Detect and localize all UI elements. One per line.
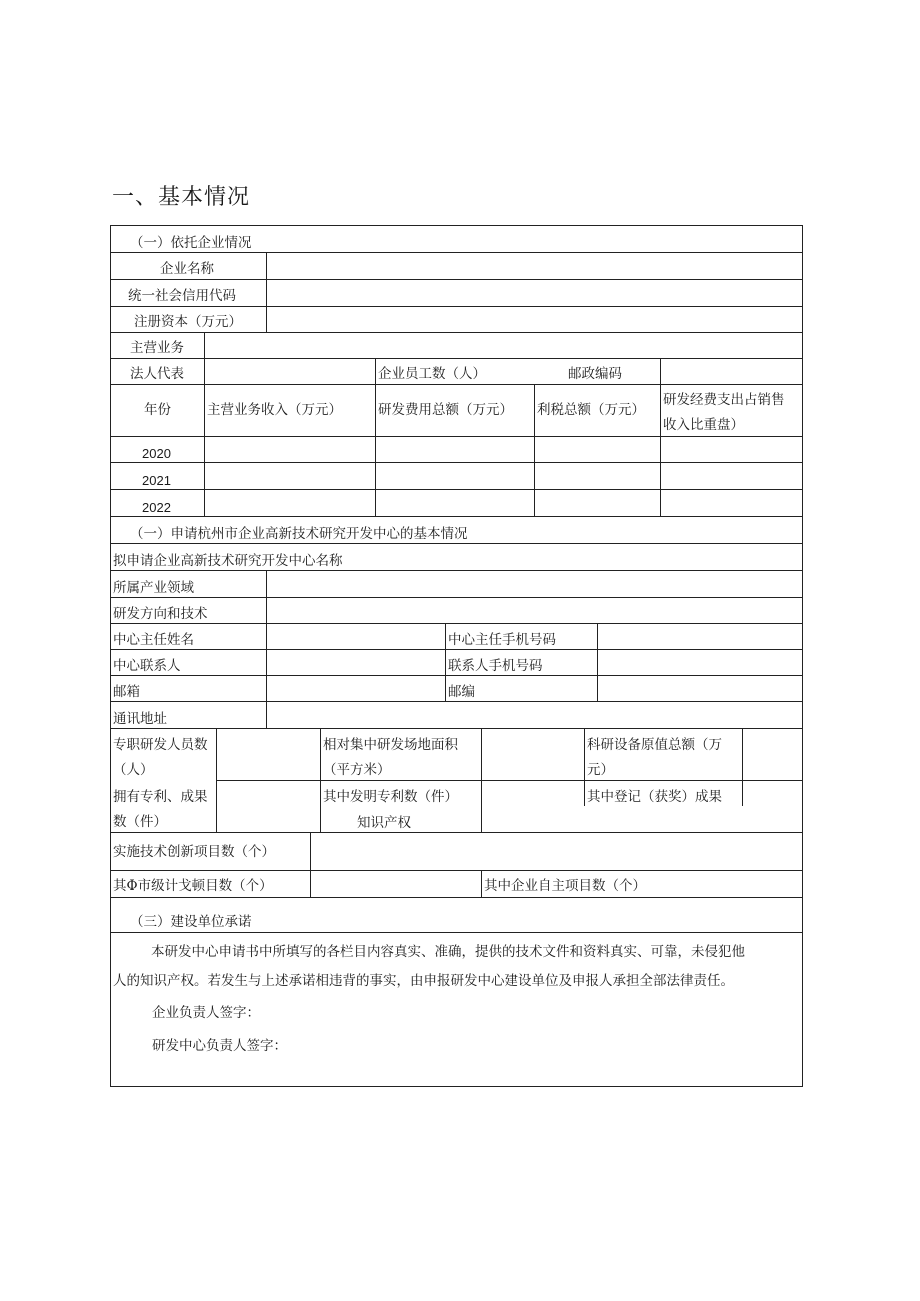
label-patents-unit: 数（件） xyxy=(113,814,167,830)
row-divider xyxy=(110,543,803,544)
patents-field[interactable] xyxy=(217,781,319,831)
center-signature-field[interactable] xyxy=(305,1033,605,1055)
label-equipment-value: 科研设备原值总额（万 xyxy=(587,737,722,753)
label-rd-direction: 研发方向和技术 xyxy=(113,606,208,622)
row-divider xyxy=(110,384,803,385)
postcode-field[interactable] xyxy=(661,359,802,383)
legal-rep-field[interactable] xyxy=(205,359,374,383)
contact-phone-field[interactable] xyxy=(598,650,802,674)
label-zip: 邮编 xyxy=(448,684,475,700)
row-divider xyxy=(110,436,803,437)
label-contact-phone: 联系人手机号码 xyxy=(448,658,543,674)
zip-field[interactable] xyxy=(598,676,802,700)
year-cell: 2020 xyxy=(142,446,171,461)
col-header-rd-expense: 研发费用总额（万元） xyxy=(378,402,513,418)
section-center-header: （一）申请杭州市企业高新技术研究开发中心的基本情况 xyxy=(130,526,468,542)
label-rd-staff: 专职研发人员数 xyxy=(113,737,208,753)
col-header-revenue: 主营业务收入（万元） xyxy=(207,402,342,418)
label-main-business: 主营业务 xyxy=(130,340,184,356)
row-divider xyxy=(110,570,803,571)
director-phone-field[interactable] xyxy=(598,624,802,648)
label-rd-area: 相对集中研发场地面积 xyxy=(323,737,458,753)
row-divider xyxy=(110,489,803,490)
col-header-profit-tax: 利税总额（万元） xyxy=(537,402,645,418)
email-field[interactable] xyxy=(267,676,444,700)
year-cell: 2021 xyxy=(142,473,171,488)
commitment-line-1: 本研发中心申请书中所填写的各栏目内容真实、准确，提供的技术文件和资料真实、可靠，未侵犯他 xyxy=(151,944,745,960)
col-header-rd-ratio: 研发经费支出占销售 xyxy=(663,392,785,408)
label-rd-staff-unit: （人） xyxy=(113,762,154,778)
label-contact: 中心联系人 xyxy=(113,658,181,674)
label-postcode: 邮政编码 xyxy=(568,366,622,382)
company-signature-label: 企业负责人签字： xyxy=(152,1005,260,1021)
col-header-year: 年份 xyxy=(144,402,171,418)
label-rd-area-unit: （平方米） xyxy=(323,762,391,778)
label-own-projects: 其中企业自主项目数（个） xyxy=(484,878,646,894)
company-signature-field[interactable] xyxy=(290,1000,590,1022)
col-header-rd-ratio-cont: 收入比重盘） xyxy=(663,417,744,433)
director-name-field[interactable] xyxy=(267,624,444,648)
label-email: 邮箱 xyxy=(113,684,140,700)
ip-field[interactable] xyxy=(482,807,802,831)
row-divider xyxy=(110,516,803,517)
label-director-phone: 中心主任手机号码 xyxy=(448,632,556,648)
credit-code-field[interactable] xyxy=(267,280,802,305)
col-divider xyxy=(375,358,376,516)
row-divider xyxy=(110,897,803,898)
col-divider xyxy=(445,623,446,701)
label-invention-patents: 其中发明专利数（件） xyxy=(323,789,458,805)
label-employees: 企业员工数（人） xyxy=(378,366,486,382)
city-projects-field[interactable] xyxy=(311,871,480,896)
label-registered-results: 其中登记（获奖）成果 xyxy=(587,789,722,805)
innovation-projects-field[interactable] xyxy=(311,833,802,869)
col-divider xyxy=(584,728,585,806)
center-signature-label: 研发中心负责人签字： xyxy=(152,1038,287,1054)
label-registered-capital: 注册资本（万元） xyxy=(134,314,242,330)
page-title: 一、基本情况 xyxy=(112,185,251,210)
row-divider xyxy=(110,932,803,933)
label-equipment-value-unit: 元） xyxy=(587,762,614,778)
contact-field[interactable] xyxy=(267,650,444,674)
label-patents: 拥有专利、成果 xyxy=(113,789,208,805)
label-legal-rep: 法人代表 xyxy=(130,366,184,382)
main-business-field[interactable] xyxy=(205,333,802,357)
section-commitment-header: （三）建设单位承诺 xyxy=(130,914,252,930)
registered-results-field[interactable] xyxy=(743,781,802,805)
label-industry: 所属产业领域 xyxy=(113,580,194,596)
col-divider xyxy=(481,870,482,897)
label-company-name: 企业名称 xyxy=(160,261,214,277)
label-ip: 知识产权 xyxy=(357,815,411,831)
label-director-name: 中心主任姓名 xyxy=(113,632,194,648)
address-field[interactable] xyxy=(267,702,802,727)
section-company-header: （一）依托企业情况 xyxy=(130,235,252,251)
label-address: 通讯地址 xyxy=(113,711,167,727)
equipment-value-field[interactable] xyxy=(743,729,802,779)
commitment-line-2: 人的知识产权。若发生与上述承诺相违背的事实，由申报研发中心建设单位及申报人承担全部法律责任。 xyxy=(113,973,734,989)
row-divider xyxy=(110,462,803,463)
invention-patents-field[interactable] xyxy=(482,781,583,805)
label-city-projects: 其Φ市级计戈顿目数（个） xyxy=(113,878,273,894)
rd-staff-field[interactable] xyxy=(217,729,319,779)
row-divider xyxy=(110,728,803,729)
label-credit-code: 统一社会信用代码 xyxy=(128,288,236,304)
rd-area-field[interactable] xyxy=(482,729,583,779)
label-center-name: 拟申请企业高新技术研究开发中心名称 xyxy=(113,553,343,569)
year-cell: 2022 xyxy=(142,500,171,515)
col-divider xyxy=(320,728,321,832)
registered-capital-field[interactable] xyxy=(267,307,802,331)
rd-direction-field[interactable] xyxy=(267,598,802,622)
company-name-field[interactable] xyxy=(267,253,802,278)
col-divider xyxy=(534,384,535,516)
label-innovation-projects: 实施技术创新项目数（个） xyxy=(113,844,275,860)
